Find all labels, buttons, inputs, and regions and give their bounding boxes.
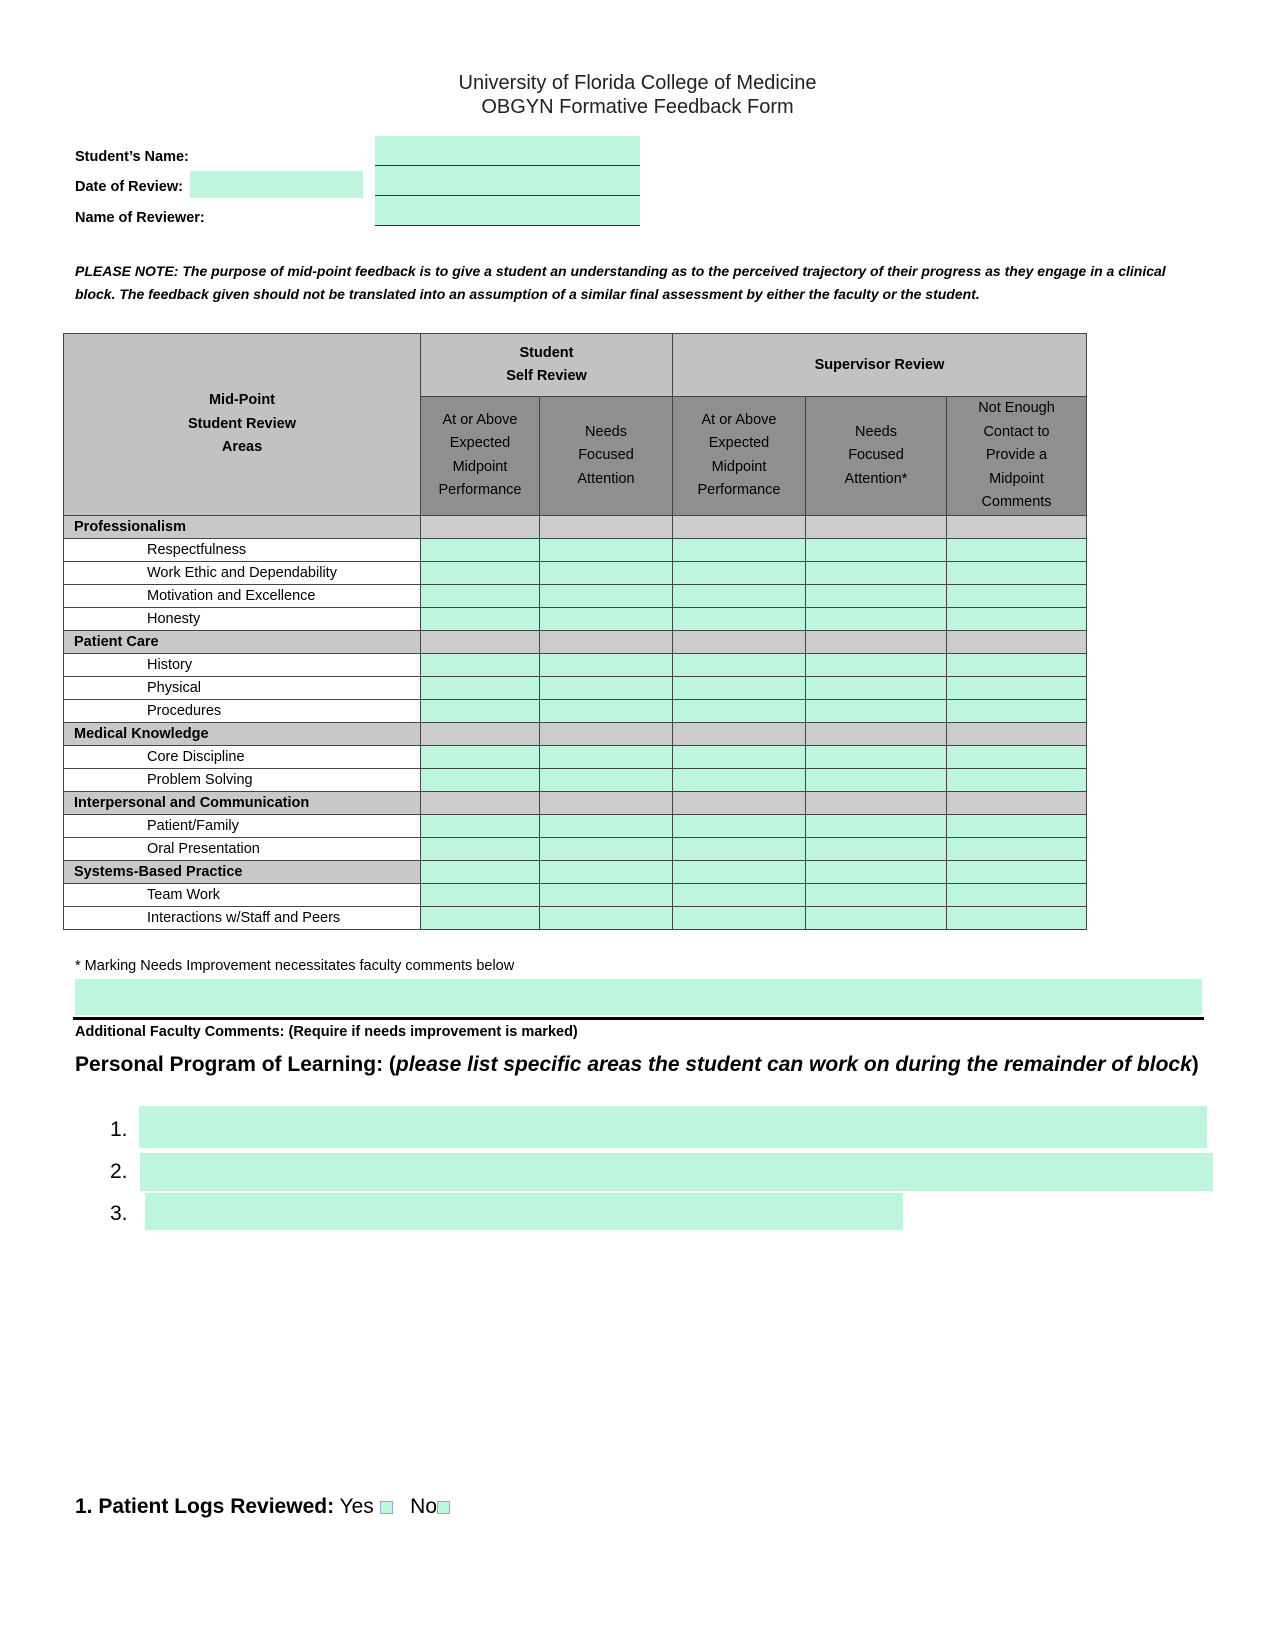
category-blank-cell — [540, 791, 673, 814]
ppl-heading-italic: please list specific areas the student can work on during the remainder of block — [395, 1053, 1192, 1076]
rating-cell[interactable] — [947, 538, 1087, 561]
rating-cell[interactable] — [806, 883, 947, 906]
rating-cell[interactable] — [540, 768, 673, 791]
ppl-number-2: 2. — [110, 1160, 128, 1183]
rating-cell[interactable] — [421, 561, 540, 584]
rating-cell[interactable] — [421, 676, 540, 699]
category-blank-cell — [806, 630, 947, 653]
area-name: Interactions w/Staff and Peers — [64, 906, 421, 929]
ppl-heading — [75, 1053, 1199, 1077]
area-name: Procedures — [64, 699, 421, 722]
col-header-line: Performance — [438, 482, 522, 499]
area-name: Work Ethic and Dependability — [64, 561, 421, 584]
col-header-line: Attention* — [844, 470, 908, 487]
rating-cell[interactable] — [947, 860, 1087, 883]
ppl-heading-bold: Personal Program of Learning: ( — [75, 1053, 396, 1076]
reviewer-name-field[interactable] — [375, 199, 640, 226]
please-note-paragraph: PLEASE NOTE: The purpose of mid-point feedback is to give a student an understanding as to the perceived trajectory of their progress as they engage in a clinical block. The feedback given should not be translated into an assumption of a similar final assessment by either the faculty or the student. — [75, 263, 1166, 302]
category-blank-cell — [947, 722, 1087, 745]
student-name-label: Student’s Name: — [75, 149, 189, 165]
rating-cell[interactable] — [806, 768, 947, 791]
rating-cell[interactable] — [806, 906, 947, 929]
rating-cell[interactable] — [673, 883, 806, 906]
rating-cell[interactable] — [673, 653, 806, 676]
self-review-header — [421, 334, 673, 397]
col-header-line: Focused — [578, 447, 634, 463]
rating-cell[interactable] — [947, 814, 1087, 837]
rating-cell[interactable] — [421, 699, 540, 722]
col-header-line: Expected — [708, 435, 770, 452]
rating-cell[interactable] — [673, 906, 806, 929]
rating-cell[interactable] — [673, 814, 806, 837]
category-blank-cell — [673, 515, 806, 538]
col-header-line: Comments — [981, 494, 1052, 510]
rating-cell[interactable] — [673, 745, 806, 768]
area-row — [64, 814, 1087, 837]
area-row — [64, 768, 1087, 791]
category-name: Systems-Based Practice — [64, 860, 421, 883]
rating-cell[interactable] — [540, 699, 673, 722]
rating-cell[interactable] — [947, 561, 1087, 584]
rating-cell[interactable] — [806, 607, 947, 630]
rating-cell[interactable] — [806, 653, 947, 676]
rating-cell[interactable] — [421, 883, 540, 906]
area-name: Team Work — [64, 883, 421, 906]
area-name: Honesty — [64, 607, 421, 630]
category-name: Medical Knowledge — [64, 722, 421, 745]
areas-header-line: Student Review — [188, 415, 296, 432]
rating-cell[interactable] — [421, 538, 540, 561]
category-row — [64, 515, 1087, 538]
yes-label: Yes — [339, 1495, 374, 1518]
rating-cell[interactable] — [421, 607, 540, 630]
area-row — [64, 676, 1087, 699]
rating-cell[interactable] — [540, 745, 673, 768]
area-name: Core Discipline — [64, 745, 421, 768]
category-blank-cell — [947, 791, 1087, 814]
rating-cell[interactable] — [421, 814, 540, 837]
category-blank-cell — [421, 630, 540, 653]
rating-cell[interactable] — [947, 745, 1087, 768]
category-name: Patient Care — [64, 630, 421, 653]
student-name-field[interactable] — [375, 139, 640, 166]
rating-cell[interactable] — [540, 538, 673, 561]
comments-divider — [73, 1017, 1204, 1020]
col-header-line: Performance — [697, 482, 781, 499]
category-blank-cell — [947, 515, 1087, 538]
col-header-line: Not Enough — [978, 400, 1055, 416]
area-row — [64, 837, 1087, 860]
category-blank-cell — [947, 630, 1087, 653]
self-review-header-line: Student — [519, 344, 574, 361]
area-row — [64, 745, 1087, 768]
date-of-review-label: Date of Review: — [75, 179, 183, 195]
no-label: No — [410, 1495, 438, 1518]
col-header-line: At or Above — [701, 411, 777, 428]
category-row — [64, 722, 1087, 745]
category-blank-cell — [673, 791, 806, 814]
rating-cell[interactable] — [673, 837, 806, 860]
col-header-line: Midpoint — [452, 458, 508, 475]
category-blank-cell — [540, 515, 673, 538]
patient-logs-row — [75, 1495, 450, 1519]
ppl-number-1: 1. — [110, 1118, 128, 1141]
rating-cell[interactable] — [947, 584, 1087, 607]
rating-cell[interactable] — [540, 653, 673, 676]
area-row — [64, 538, 1087, 561]
category-name: Interpersonal and Communication — [64, 791, 421, 814]
rating-cell[interactable] — [673, 699, 806, 722]
needs-improvement-footnote: * Marking Needs Improvement necessitates faculty comments below — [75, 958, 515, 974]
rating-cell[interactable] — [806, 837, 947, 860]
rating-cell[interactable] — [806, 584, 947, 607]
col-header-line: Attention — [577, 470, 635, 487]
rating-cell[interactable] — [540, 561, 673, 584]
supervisor-review-header: Supervisor Review — [673, 334, 1087, 397]
rating-cell[interactable] — [806, 745, 947, 768]
rating-cell[interactable] — [540, 883, 673, 906]
rating-cell[interactable] — [947, 883, 1087, 906]
category-blank-cell — [540, 722, 673, 745]
area-name: Oral Presentation — [64, 837, 421, 860]
category-row — [64, 630, 1087, 653]
rating-cell[interactable] — [673, 768, 806, 791]
rating-cell[interactable] — [673, 676, 806, 699]
faculty-comments-field[interactable] — [75, 979, 1202, 1015]
area-row — [64, 561, 1087, 584]
areas-header-line: Areas — [221, 439, 263, 455]
reviewer-name-label: Name of Reviewer: — [75, 210, 205, 226]
form-institution-title: University of Florida College of Medicine — [458, 72, 817, 94]
area-name: Patient/Family — [64, 814, 421, 837]
category-blank-cell — [673, 630, 806, 653]
category-blank-cell — [421, 722, 540, 745]
rating-cell[interactable] — [540, 906, 673, 929]
rating-cell[interactable] — [806, 860, 947, 883]
col-header-line: Midpoint — [989, 470, 1044, 487]
col-header-line: At or Above — [442, 411, 518, 428]
rating-cell[interactable] — [540, 607, 673, 630]
rating-cell[interactable] — [673, 561, 806, 584]
rating-cell[interactable] — [806, 699, 947, 722]
rating-cell[interactable] — [806, 561, 947, 584]
ppl-item-2-field[interactable] — [140, 1153, 1213, 1191]
ppl-heading-close: ) — [1191, 1053, 1199, 1076]
area-row — [64, 584, 1087, 607]
rating-cell[interactable] — [421, 768, 540, 791]
col-header-line: Contact to — [983, 423, 1050, 440]
rating-cell[interactable] — [673, 607, 806, 630]
rating-cell[interactable] — [673, 584, 806, 607]
ppl-item-1-field[interactable] — [139, 1106, 1207, 1148]
rating-cell[interactable] — [673, 538, 806, 561]
col-header-line: Focused — [848, 447, 904, 463]
category-blank-cell — [806, 515, 947, 538]
rating-cell[interactable] — [421, 653, 540, 676]
date-line-field[interactable] — [375, 169, 640, 196]
col-header-line: Expected — [449, 435, 511, 452]
category-row — [64, 791, 1087, 814]
rating-cell[interactable] — [947, 837, 1087, 860]
rating-cell[interactable] — [947, 768, 1087, 791]
date-of-review-field[interactable] — [190, 171, 363, 198]
col-header-self-above — [421, 397, 540, 516]
area-row — [64, 883, 1087, 906]
rating-cell[interactable] — [947, 607, 1087, 630]
col-header-not-enough-contact — [947, 397, 1087, 516]
form-title: OBGYN Formative Feedback Form — [481, 96, 794, 118]
yes-checkbox[interactable] — [380, 1501, 393, 1514]
rating-cell[interactable] — [540, 676, 673, 699]
area-name: History — [64, 653, 421, 676]
area-row — [64, 607, 1087, 630]
rating-cell[interactable] — [947, 653, 1087, 676]
rating-cell[interactable] — [947, 906, 1087, 929]
rating-cell[interactable] — [806, 538, 947, 561]
category-row — [64, 860, 1087, 883]
col-header-self-needs — [540, 397, 673, 516]
table-body — [64, 515, 1087, 929]
col-header-line: Needs — [585, 423, 627, 440]
col-header-line: Provide a — [985, 447, 1048, 463]
rating-cell[interactable] — [947, 676, 1087, 699]
col-header-line: Needs — [855, 423, 897, 440]
areas-header — [64, 334, 421, 516]
faculty-comments-label: Additional Faculty Comments: (Require if needs improvement is marked) — [75, 1024, 578, 1040]
area-name: Physical — [64, 676, 421, 699]
rating-cell[interactable] — [421, 745, 540, 768]
category-name: Professionalism — [64, 515, 421, 538]
areas-header-line: Mid-Point — [208, 392, 276, 408]
rating-cell[interactable] — [540, 837, 673, 860]
col-header-line: Midpoint — [711, 458, 767, 475]
review-table — [63, 333, 1087, 930]
col-header-sup-needs — [806, 397, 947, 516]
area-row — [64, 699, 1087, 722]
category-blank-cell — [421, 791, 540, 814]
area-row — [64, 906, 1087, 929]
area-name: Respectfulness — [64, 538, 421, 561]
rating-cell[interactable] — [421, 906, 540, 929]
patient-logs-label: 1. Patient Logs Reviewed: — [75, 1495, 335, 1518]
rating-cell[interactable] — [421, 837, 540, 860]
rating-cell[interactable] — [540, 860, 673, 883]
rating-cell[interactable] — [806, 814, 947, 837]
ppl-item-3-field[interactable] — [145, 1193, 903, 1230]
rating-cell[interactable] — [673, 860, 806, 883]
category-blank-cell — [540, 630, 673, 653]
category-blank-cell — [421, 515, 540, 538]
no-checkbox[interactable] — [437, 1501, 450, 1514]
area-name: Problem Solving — [64, 768, 421, 791]
ppl-number-3: 3. — [110, 1202, 128, 1225]
rating-cell[interactable] — [947, 699, 1087, 722]
category-blank-cell — [806, 722, 947, 745]
rating-cell[interactable] — [540, 814, 673, 837]
rating-cell[interactable] — [421, 584, 540, 607]
area-name: Motivation and Excellence — [64, 584, 421, 607]
category-blank-cell — [673, 722, 806, 745]
area-row — [64, 653, 1087, 676]
category-blank-cell — [806, 791, 947, 814]
rating-cell[interactable] — [540, 584, 673, 607]
self-review-header-line: Self Review — [506, 368, 587, 384]
rating-cell[interactable] — [421, 860, 540, 883]
col-header-sup-above — [673, 397, 806, 516]
rating-cell[interactable] — [806, 676, 947, 699]
